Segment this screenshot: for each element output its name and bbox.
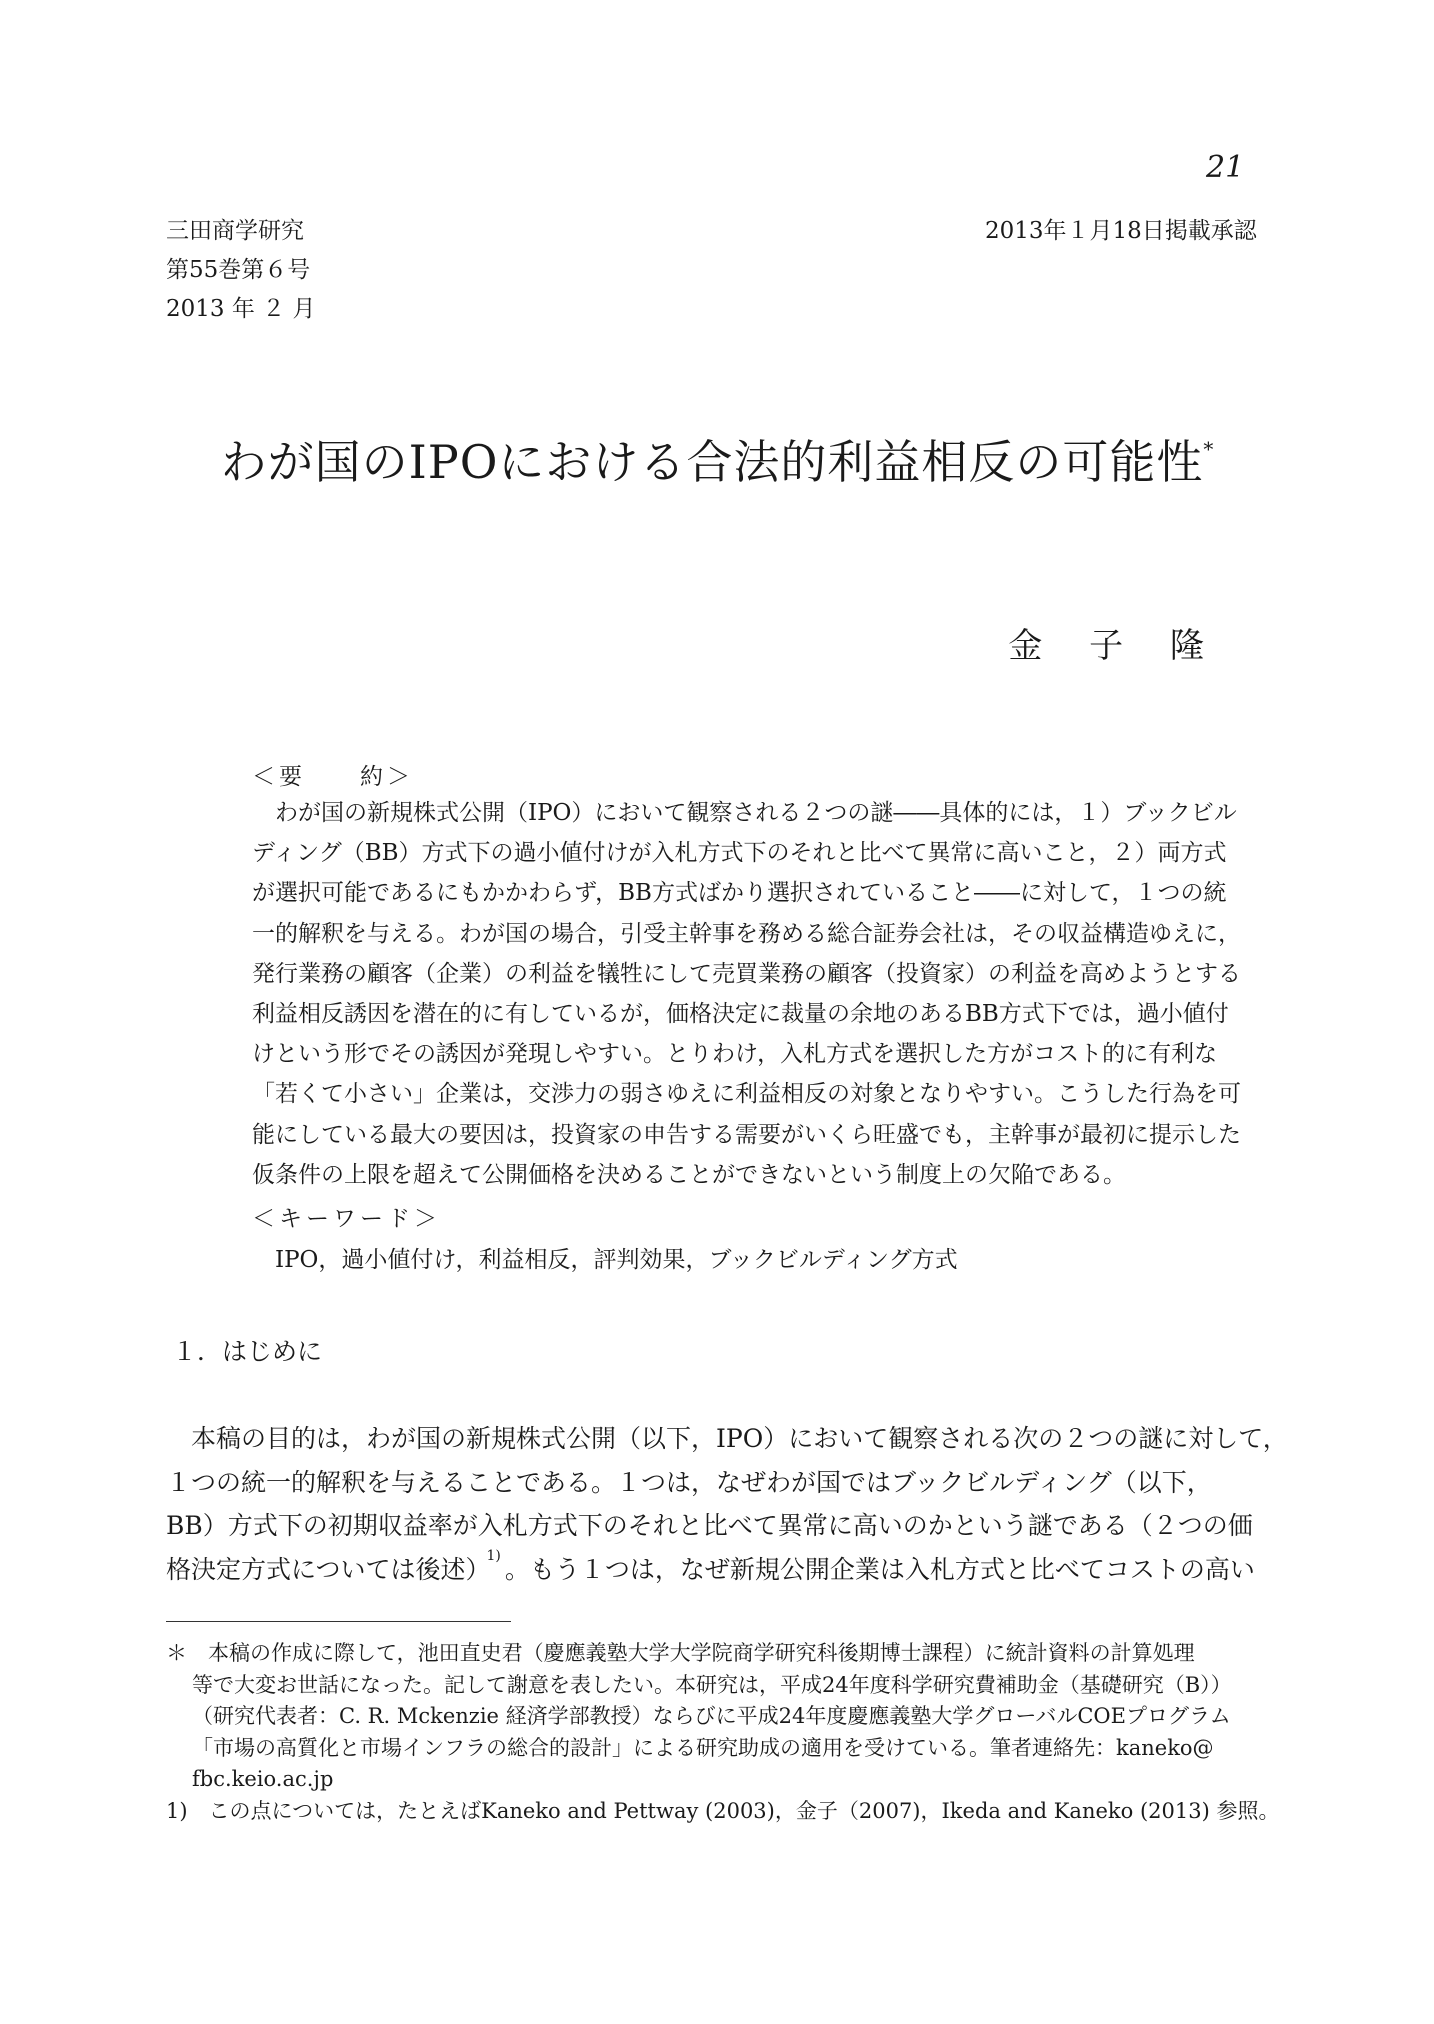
abstract-label: ＜要 約＞	[252, 764, 414, 790]
abstract-line: 利益相反誘因を潜在的に有しているが，価格決定に裁量の余地のあるBB方式下では，過小値付	[252, 1001, 1229, 1028]
footnote-line: ＊ 本稿の作成に際して，池田直史君（慶應義塾大学大学院商学研究科後期博士課程）に統計資料の計算処理	[166, 1641, 1195, 1665]
footnote-line: （研究代表者：C. R. Mckenzie 経済学部教授）ならびに平成24年度慶應義塾大学グローバルCOEプログラム	[192, 1704, 1231, 1728]
abstract-line: わが国の新規株式公開（IPO）において観察される２つの謎――具体的には，１）ブックビル	[275, 800, 1237, 826]
body-line-text: 。もう１つは，なぜ新規公開企業は入札方式と比べてコストの高い	[504, 1554, 1255, 1584]
journal-date: 2013 年 ２ 月	[166, 296, 316, 322]
abstract-line: 発行業務の顧客（企業）の利益を犠牲にして売買業務の顧客（投資家）の利益を高めようとする	[252, 960, 1241, 987]
footnotes	[166, 1638, 1280, 1827]
footnote-reference[interactable]: 1)	[486, 1547, 501, 1564]
body-line: BB）方式下の初期収益率が入札方式下のそれと比べて異常に高いのかという謎である（２つの価	[166, 1511, 1253, 1540]
author-name: 金 子 隆	[1008, 626, 1222, 666]
paper-title	[0, 426, 1434, 492]
approval-date: 2013年１月18日掲載承認	[985, 218, 1257, 244]
abstract-line: ディング（BB）方式下の過小値付けが入札方式下のそれと比べて異常に高いこと，２）両方式	[252, 840, 1227, 867]
body-line: １つの統一的解釈を与えることである。１つは，なぜわが国ではブックビルディング（以下，	[166, 1467, 1212, 1497]
page-number: 21	[1206, 150, 1245, 185]
keywords-text: IPO，過小値付け，利益相反，評判効果，ブックビルディング方式	[275, 1247, 958, 1273]
footnote-line: 「市場の高質化と市場インフラの総合的設計」による研究助成の適用を受けている。筆者連絡先：kaneko@	[192, 1735, 1214, 1760]
abstract-line: けという形でその誘因が発現しやすい。とりわけ，入札方式を選択した方がコスト的に有利な	[252, 1041, 1218, 1068]
abstract-body	[252, 793, 1257, 1195]
abstract-line: 「若くて小さい」企業は，交渉力の弱さゆえに利益相反の対象となりやすい。こうした行為を可	[252, 1081, 1241, 1108]
abstract-line: 能にしている最大の要因は，投資家の申告する需要がいくら旺盛でも，主幹事が最初に提示した	[252, 1121, 1241, 1148]
footnote-divider	[166, 1621, 511, 1622]
title-footnote-mark: *	[1203, 437, 1214, 461]
journal-name: 三田商学研究	[166, 218, 304, 244]
body-line	[166, 1548, 1276, 1597]
abstract-line: 仮条件の上限を超えて公開価格を決めることができないという制度上の欠陥である。	[252, 1161, 1126, 1188]
section-heading-introduction: １．はじめに	[172, 1337, 323, 1366]
body-line: 本稿の目的は，わが国の新規株式公開（以下，IPO）において観察される次の２つの謎に対して，	[191, 1424, 1288, 1453]
abstract-line: 一的解釈を与える。わが国の場合，引受主幹事を務める総合証券会社は，その収益構造ゆえに，	[252, 920, 1241, 947]
abstract-line: が選択可能であるにもかかわらず，BB方式ばかり選択されていること――に対して，１つの統	[252, 880, 1227, 907]
footnote-line: 等で大変お世話になった。記して謝意を表したい。本研究は，平成24年度科学研究費補助金（基礎研究（B））	[192, 1672, 1232, 1697]
introduction-body	[166, 1417, 1288, 1596]
footnote-1: 1) この点については，たとえばKaneko and Pettway (2003)，金子（2007)，Ikeda and Kaneko (2013) 参照。	[166, 1798, 1280, 1823]
journal-info	[166, 212, 315, 329]
body-line-text: 格決定方式については後述）	[166, 1554, 491, 1584]
paper-title-text: わが国のIPOにおける合法的利益相反の可能性	[220, 435, 1204, 489]
keywords-label: ＜キーワード＞	[252, 1206, 441, 1232]
journal-volume: 第55巻第６号	[166, 257, 311, 283]
footnote-line: fbc.keio.ac.jp	[192, 1767, 334, 1791]
